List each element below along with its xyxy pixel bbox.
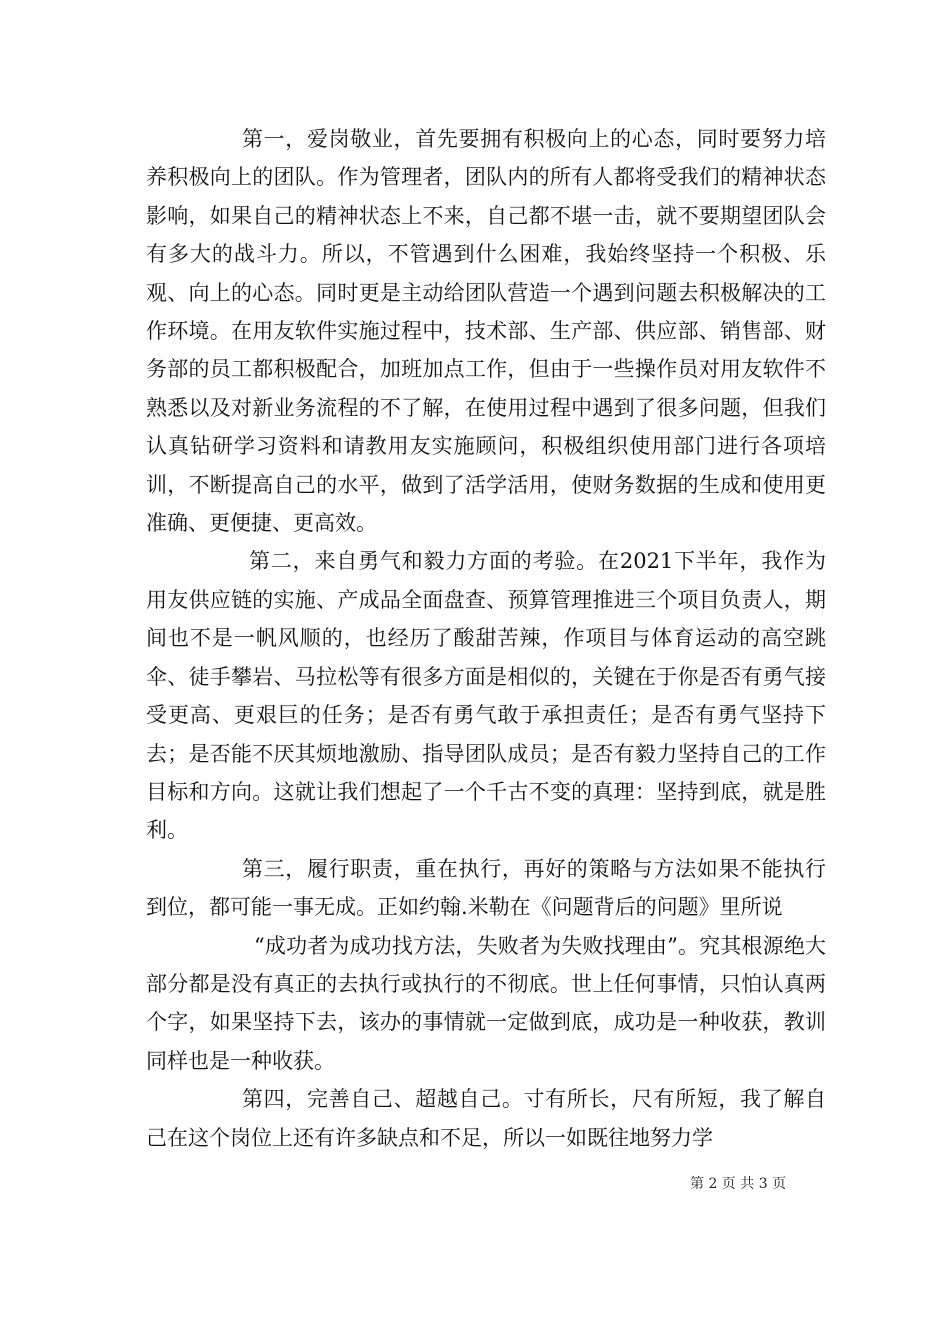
paragraph-4: “成功者为成功找方法，失败者为失败找理由”。究其根源绝大部分都是没有真正的去执行或执行的不彻底。世上任何事情，只怕认真两个字，如果坚持下去，该办的事情就一定做到底，成功是一种收获，教训同样也是一种收获。 xyxy=(146,933,826,1073)
paragraph-3: 第三，履行职责，重在执行，再好的策略与方法如果不能执行到位，都可能一事无成。正如约翰.米勒在《问题背后的问题》里所说 xyxy=(146,856,826,920)
document-body xyxy=(146,120,826,1157)
paragraph-1: 第一，爱岗敬业，首先要拥有积极向上的心态，同时要努力培养积极向上的团队。作为管理者，团队内的所有人都将受我们的精神状态影响，如果自己的精神状态上不来，自己都不堪一击，就不要期望团队会有多大的战斗力。所以，不管遇到什么困难，我始终坚持一个积极、乐观、向上的心态。同时更是主动给团队营造一个遇到问题去积极解决的工作环境。在用友软件实施过程中，技术部、生产部、供应部、销售部、财务部的员工都积极配合，加班加点工作，但由于一些操作员对用友软件不熟悉以及对新业务流程的不了解，在使用过程中遇到了很多问题，但我们认真钻研学习资料和请教用友实施顾问，积极组织使用部门进行各项培训，不断提高自己的水平，做到了活学活用，使财务数据的生成和使用更准确、更便捷、更高效。 xyxy=(146,127,826,536)
page-number-footer: 第 2 页 共 3 页 xyxy=(690,1176,787,1192)
paragraph-5: 第四，完善自己、超越自己。寸有所长，尺有所短，我了解自己在这个岗位上还有许多缺点和不足，所以一如既往地努力学 xyxy=(146,1087,826,1150)
paragraph-2: 第二，来自勇气和毅力方面的考验。在2021下半年，我作为用友供应链的实施、产成品全面盘查、预算管理推进三个项目负责人，期间也不是一帆风顺的，也经历了酸甜苦辣，作项目与体育运动的高空跳伞、徒手攀岩、马拉松等有很多方面是相似的，关键在于你是否有勇气接受更高、更艰巨的任务；是否有勇气敢于承担责任；是否有勇气坚持下去；是否能不厌其烦地激励、指导团队成员；是否有毅力坚持自己的工作目标和方向。这就让我们想起了一个千古不变的真理：坚持到底，就是胜利。 xyxy=(146,549,826,843)
